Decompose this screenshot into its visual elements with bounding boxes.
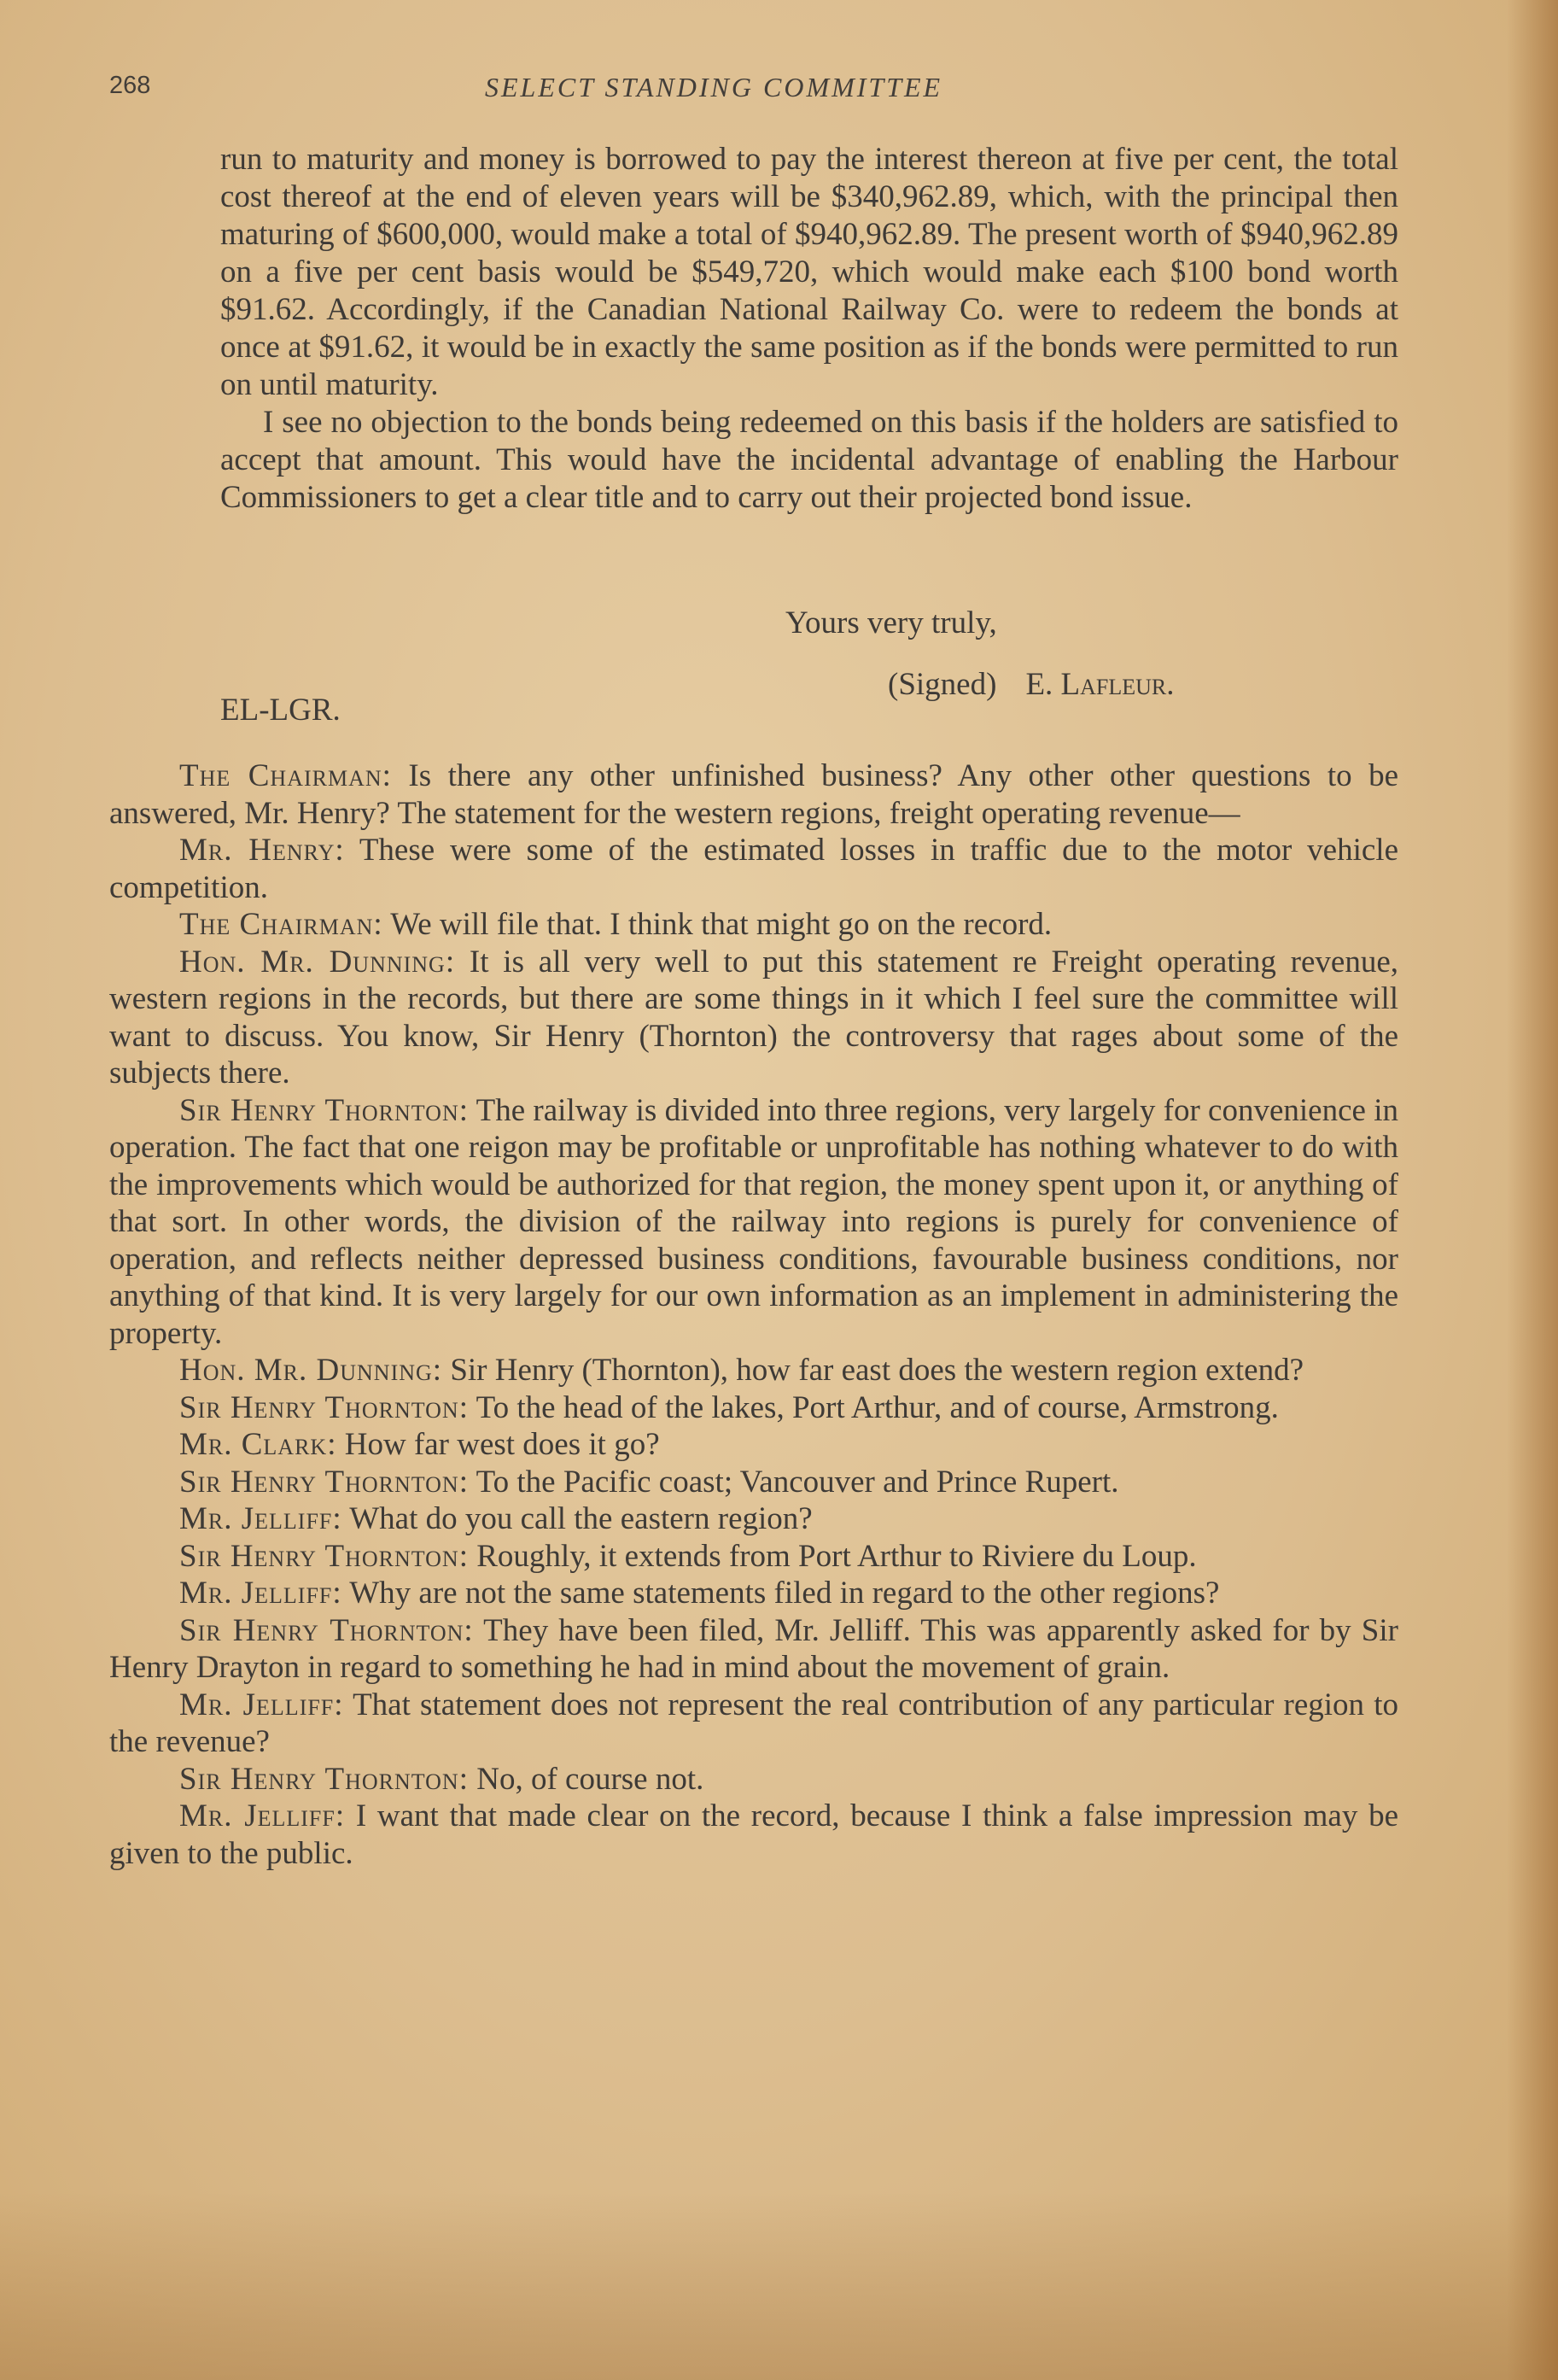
speech-paragraph <box>109 1389 1398 1427</box>
speech-paragraph <box>109 1426 1398 1464</box>
speech-text: No, of course not. <box>476 1761 704 1797</box>
speech-text: Why are not the same statements filed in regard to the other regions? <box>349 1576 1220 1611</box>
speech-paragraph <box>109 1798 1398 1872</box>
letter-signature <box>888 666 1175 703</box>
reference-initials: EL-LGR. <box>220 693 341 728</box>
speech-paragraph <box>109 1538 1398 1576</box>
speech-text: I want that made clear on the record, because I think a false impression may be given to the public. <box>109 1798 1398 1871</box>
speech-text: To the head of the lakes, Port Arthur, and of course, Armstrong. <box>476 1389 1279 1425</box>
committee-transcript <box>109 757 1398 1872</box>
speech-text: These were some of the estimated losses in traffic due to the motor vehicle competition. <box>109 833 1398 905</box>
speech-text: Roughly, it extends from Port Arthur to Riviere du Loup. <box>476 1538 1197 1574</box>
speech-text: It is all very well to put this statement re Freight operating revenue, western regions in the records, but there are some things in it which I feel sure the committee will want to discuss. You know, Sir Henry (Thornton) the controversy that rages about some of the subjects there. <box>109 944 1399 1091</box>
speech-text: The railway is divided into three regions, very largely for convenience in operation. The fact that one reigon may be profitable or unprofitable has nothing whatever to do with the improvements which would be authorized for that region, the money spent upon it, or anything of that sort. In other words, the division of the railway into regions is purely for convenience of operation, and reflects neither depressed business conditions, favourable business conditions, nor anything of that kind. It is very largely for our own information as an implement in administering the property. <box>109 1092 1398 1351</box>
speech-text: They have been filed, Mr. Jelliff. This was apparently asked for by Sir Henry Drayton in regard to something he had in mind about the movement of grain. <box>109 1612 1398 1685</box>
speaker-name: Mr. Jelliff: <box>179 1798 346 1833</box>
speech-paragraph <box>109 1612 1398 1687</box>
page-header <box>109 72 1407 114</box>
speech-paragraph <box>109 832 1398 906</box>
speaker-name: Hon. Mr. Dunning: <box>179 1353 443 1388</box>
signer-name: E. Lafleur. <box>1025 667 1175 702</box>
speech-paragraph <box>109 1687 1398 1761</box>
speaker-name: The Chairman: <box>179 907 383 942</box>
page-number: 268 <box>109 72 151 99</box>
speaker-name: Sir Henry Thornton: <box>179 1389 469 1425</box>
speech-text: How far west does it go? <box>344 1427 660 1462</box>
speech-text: What do you call the eastern region? <box>349 1501 813 1536</box>
letter-paragraph: I see no objection to the bonds being redeemed on this basis if the holders are satisfied to accept that amount. This would have the incidental advantage of enabling the Harbour Commissioners to get a clear title and to carry out their projected bond issue. <box>220 405 1398 515</box>
speaker-name: Sir Henry Thornton: <box>179 1092 470 1128</box>
speech-paragraph <box>109 1092 1398 1353</box>
speech-text: Is there any other unfinished business? Any other other questions to be answered, Mr. Henry? The statement for the western regions, freight operating revenue— <box>109 758 1398 831</box>
speech-paragraph <box>109 1352 1398 1389</box>
speech-text: We will file that. I think that might go on the record. <box>390 907 1053 942</box>
speech-paragraph <box>109 757 1398 832</box>
speaker-name: Sir Henry Thornton: <box>179 1538 469 1574</box>
speech-text: That statement does not represent the real contribution of any particular region to the revenue? <box>109 1687 1398 1759</box>
speech-paragraph <box>109 906 1398 944</box>
speaker-name: Sir Henry Thornton: <box>179 1464 469 1500</box>
speaker-name: Mr. Jelliff: <box>179 1576 342 1611</box>
letter-paragraph: run to maturity and money is borrowed to pay the interest thereon at five per cent, the total cost thereof at the end of eleven years will be $340,962.89, which, with the principal then maturing of $600,000, would make a total of $940,962.89. The present worth of $940,962.89 on a five per cent basis would be $549,720, which would make each $100 bond worth $91.62. Accordingly, if the Canadian National Railway Co. were to redeem the bonds at once at $91.62, it would be in exactly the same position as if the bonds were permitted to run on until maturity. <box>220 142 1398 402</box>
speaker-name: Mr. Clark: <box>179 1427 337 1462</box>
speech-paragraph <box>109 1575 1398 1612</box>
speech-paragraph <box>109 1464 1398 1501</box>
running-head: SELECT STANDING COMMITTEE <box>485 72 943 102</box>
speech-text: To the Pacific coast; Vancouver and Prince Rupert. <box>476 1464 1119 1500</box>
speech-paragraph <box>109 944 1398 1092</box>
speaker-name: Sir Henry Thornton: <box>179 1612 474 1648</box>
signed-label: (Signed) <box>888 667 997 702</box>
speaker-name: Hon. Mr. Dunning: <box>179 944 456 979</box>
speech-paragraph <box>109 1761 1398 1798</box>
speaker-name: Mr. Henry: <box>179 833 345 868</box>
speaker-name: The Chairman: <box>179 758 392 793</box>
speech-paragraph <box>109 1500 1398 1538</box>
speaker-name: Mr. Jelliff: <box>179 1501 342 1536</box>
letter-body <box>220 141 1398 517</box>
speech-text: Sir Henry (Thornton), how far east does the western region extend? <box>450 1353 1304 1388</box>
speaker-name: Mr. Jelliff: <box>179 1687 344 1722</box>
letter-closing: Yours very truly, <box>785 605 997 640</box>
speaker-name: Sir Henry Thornton: <box>179 1761 469 1797</box>
